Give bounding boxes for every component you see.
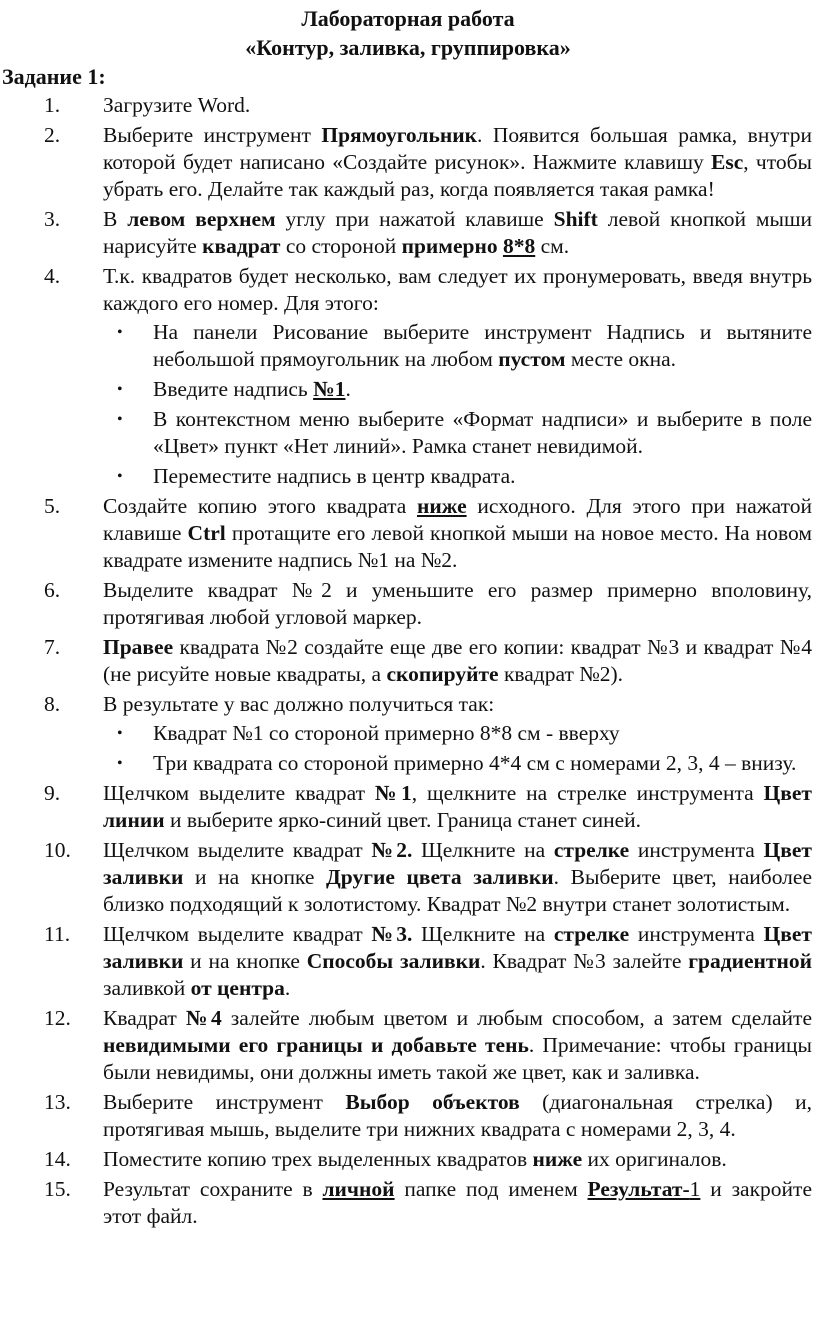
instruction-item [0,92,816,119]
text-run: В контекстном меню выберите «Формат надписи» и выберите в поле «Цвет» пункт «Нет линий». Рамка станет невидимой. [153,407,812,458]
instruction-item [0,780,816,834]
sub-item-text [153,406,812,460]
item-text [103,1089,812,1143]
bold-text: №1 [313,377,346,401]
bold-text: от центра [190,976,285,1000]
instruction-item [0,1176,816,1230]
sub-item-text [153,463,812,490]
item-number: 14. [44,1147,71,1171]
text-run: Квадрат №1 со стороной примерно 8*8 см - вверху [153,721,620,745]
text-run: их оригиналов. [582,1147,727,1171]
text-run: и на кнопке [183,865,327,889]
bold-text: №1 [374,781,412,805]
bold-text: №4 [185,1006,222,1030]
bold-text: стрелке [553,922,630,946]
instruction-item [0,691,816,777]
item-text [103,691,812,718]
item-number: 7. [44,635,61,659]
item-number: 11. [44,922,71,946]
text-run: и закройте этот файл. [103,1177,812,1228]
text-run: , чтобы убрать его. Делайте так каждый раз, когда появляется такая рамка! [103,150,812,201]
instruction-item [0,263,816,490]
text-run: На панели Рисование выберите инструмент Надпись и вытяните небольшой прямоугольник на любом [153,320,812,371]
sub-item-text [153,376,812,403]
item-number: 15. [44,1177,71,1201]
text-run: Щелчком выделите квадрат [103,838,372,862]
text-run: и выберите ярко-синий цвет. Граница станет синей. [164,808,642,832]
item-text [103,263,812,317]
text-run: левой кнопкой мыши нарисуйте [103,207,813,258]
instruction-item [0,1005,816,1086]
text-run: инструмента [629,838,764,862]
item-text [103,206,812,260]
item-number: 8. [44,692,61,716]
text-run: и на кнопке [183,949,307,973]
text-run: (диагональная стрелка) и, протягивая мышь, выделите три нижних квадрата с номерами 2, 3, 4. [103,1090,812,1141]
sub-list [103,319,812,490]
bold-text: Другие цвета заливки [326,865,554,889]
item-text [103,1146,812,1173]
item-text [103,493,812,574]
text-run: , щелкните на стрелке инструмента [411,781,764,805]
bold-text: Esc [711,150,744,174]
bold-text: Shift [553,207,598,231]
item-number: 2. [44,123,61,147]
text-run: см. [535,234,570,258]
text-run: Щелчком выделите квадрат [103,922,372,946]
bold-text: ниже [532,1147,583,1171]
text-run: со стороной [280,234,402,258]
text-run: 1 [689,1177,701,1201]
text-run: Выберите инструмент [103,1090,346,1114]
item-text [103,634,812,688]
task-heading: Задание 1: [2,64,106,89]
bold-text: 8*8 [502,234,536,258]
text-run: Введите надпись [153,377,314,401]
bold-text: скопируйте [386,662,499,686]
instruction-item [0,206,816,260]
text-run: заливкой [103,976,191,1000]
instruction-item [0,1089,816,1143]
item-text [103,1005,812,1086]
bold-text: ниже [416,494,467,518]
bullet-icon: • [117,468,123,485]
bold-text: примерно [401,234,498,258]
text-run: углу при нажатой клавише [275,207,554,231]
bullet-icon: • [117,725,123,742]
bold-text: пустом [498,347,566,371]
text-run: Квадрат [103,1006,186,1030]
item-number: 6. [44,578,61,602]
text-run: папке под именем [394,1177,588,1201]
item-text [103,921,812,1002]
text-run: месте окна. [565,347,677,371]
bold-text: квадрат [202,234,281,258]
instruction-item [0,921,816,1002]
text-run: исходного. Для этого при нажатой клавише [103,494,812,545]
sub-list-item [103,750,812,777]
sub-list-item [103,406,812,460]
item-text [103,92,812,119]
item-text [103,1176,812,1230]
item-number: 12. [44,1006,71,1030]
text-run: . Примечание: чтобы границы были невидимы, они должны иметь такой же цвет, как и заливка. [103,1033,812,1084]
bold-text: Цвет заливки [103,838,812,889]
instruction-item [0,837,816,918]
text-run: Щелкните на [412,922,554,946]
instruction-item [0,577,816,631]
text-run: протащите его левой кнопкой мыши на новое место. На новом квадрате измените надпись №1 на №2. [103,521,812,572]
text-run: Создайте копию этого квадрата [103,494,417,518]
bold-text: невидимыми его границы и добавьте тень [103,1033,529,1057]
text-run: Выберите инструмент [103,123,322,147]
item-number: 5. [44,494,61,518]
text-run: Т.к. квадратов будет несколько, вам следует их пронумеровать, введя внутрь каждого его номер. Для этого: [103,264,812,315]
item-number: 10. [44,838,71,862]
bold-text: Правее [103,635,174,659]
text-run: Выделите квадрат №2 и уменьшите его размер примерно вполовину, протягивая любой угловой маркер. [103,578,812,629]
document-title-line2: «Контур, заливка, группировка» [245,35,571,60]
bold-text: градиентной [688,949,813,973]
text-run: . [284,976,291,1000]
bold-text: Выбор объектов [345,1090,520,1114]
sub-list-item [103,376,812,403]
instruction-item [0,634,816,688]
sub-list [103,720,812,777]
item-number: 13. [44,1090,71,1114]
item-text [103,837,812,918]
bold-text: Цвет заливки [103,922,812,973]
text-run: . [345,377,351,401]
sub-list-item [103,319,812,373]
text-run: В [103,207,128,231]
bold-text: №2. [371,838,413,862]
bold-text: Результат- [587,1177,690,1201]
text-run: Три квадрата со стороной примерно 4*4 см с номерами 2, 3, 4 – внизу. [153,751,797,775]
sub-item-text [153,720,812,747]
document-title-line1: Лабораторная работа [301,6,515,31]
text-run: В результате у вас должно получиться так: [103,692,495,716]
text-run: . Выберите цвет, наиболее близко подходящий к золотистому. Квадрат №2 внутри станет золотистым. [103,865,812,916]
sub-item-text [153,319,812,373]
sub-list-item [103,463,812,490]
instruction-item [0,493,816,574]
text-run: Щелчком выделите квадрат [103,781,375,805]
text-run: квадрат №2). [498,662,624,686]
item-number: 1. [44,93,61,117]
text-run: . Появится большая рамка, внутри которой будет написано «Создайте рисунок». Нажмите клавишу [103,123,812,174]
item-number: 3. [44,207,61,231]
bullet-icon: • [117,411,123,428]
bold-text: Ctrl [187,521,226,545]
text-run: Загрузите Word. [103,93,251,117]
bold-text: Цвет линии [103,781,812,832]
bullet-icon: • [117,755,123,772]
text-run: Щелкните на [412,838,554,862]
instruction-list [0,92,816,1230]
text-run: Поместите копию трех выделенных квадратов [103,1147,533,1171]
bullet-icon: • [117,381,123,398]
item-number: 9. [44,781,61,805]
item-text [103,780,812,834]
bold-text: стрелке [553,838,630,862]
bold-text: личной [322,1177,395,1201]
text-run: залейте любым цветом и любым способом, а затем сделайте [221,1006,812,1030]
item-number: 4. [44,264,61,288]
item-text [103,577,812,631]
text-run: Результат сохраните в [103,1177,323,1201]
item-text [103,122,812,203]
sub-list-item [103,720,812,747]
bold-text: №3. [371,922,413,946]
text-run: . Квадрат №3 залейте [480,949,689,973]
text-run: квадрата №2 создайте еще две его копии: квадрат №3 и квадрат №4 (не рисуйте новые квадраты, а [103,635,812,686]
instruction-item [0,1146,816,1173]
sub-item-text [153,750,812,777]
instruction-item [0,122,816,203]
text-run: Переместите надпись в центр квадрата. [153,464,516,488]
bold-text: левом верхнем [127,207,276,231]
bullet-icon: • [117,324,123,341]
text-run: инструмента [629,922,764,946]
bold-text: Способы заливки [306,949,481,973]
bold-text: Прямоугольник [321,123,477,147]
